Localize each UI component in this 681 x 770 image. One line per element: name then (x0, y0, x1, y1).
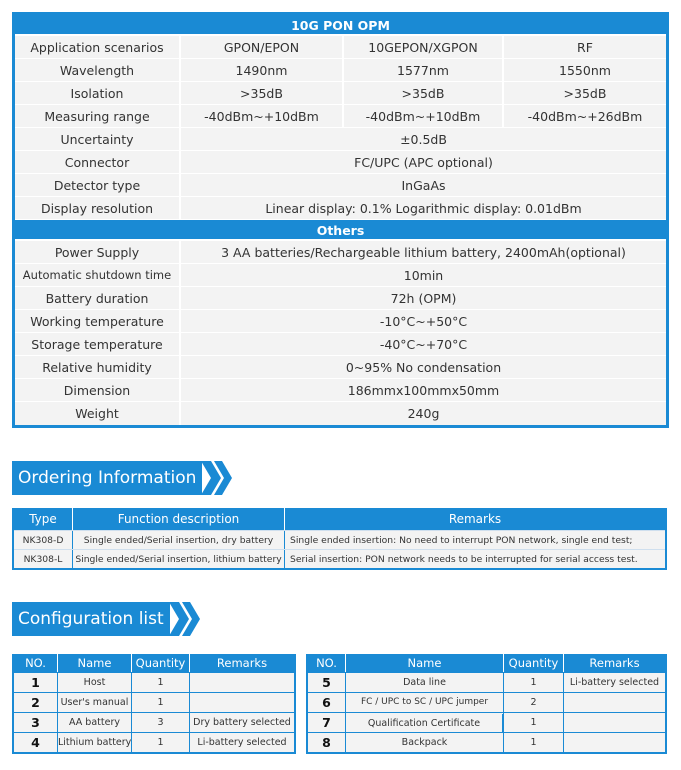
no-cell: 4 (14, 733, 58, 752)
spec-value: 3 AA batteries/Rechargeable lithium battery, 2400mAh(optional) (221, 245, 626, 260)
remarks-header: Remarks (589, 656, 640, 670)
type-cell: NK308-D (14, 531, 73, 549)
spec-value: >35dB (563, 86, 607, 101)
spec-label: Wavelength (15, 59, 181, 81)
ordering-heading-label: Ordering Information (12, 461, 202, 495)
spec-value: 72h (OPM) (390, 291, 457, 306)
quantity-cell: 1 (132, 733, 190, 752)
spec-row (15, 333, 666, 356)
spec-row (15, 356, 666, 379)
spec-label: Storage temperature (15, 333, 181, 355)
table-row (308, 732, 665, 752)
spec-value: 1490nm (181, 59, 344, 81)
spec-table (12, 12, 669, 428)
spec-value: -40dBm~+10dBm (344, 105, 504, 127)
spec-label: Isolation (15, 82, 181, 104)
remarks-header: Remarks (448, 512, 502, 526)
name-cell: Host (58, 673, 132, 692)
type-cell: NK308-L (14, 550, 73, 568)
spec-value: >35dB (181, 82, 344, 104)
spec-value: GPON/EPON (181, 36, 344, 58)
table-row (308, 672, 665, 692)
config-header-row (308, 654, 665, 672)
spec-label: Battery duration (15, 287, 181, 309)
remarks-cell (564, 733, 665, 752)
table-row (14, 549, 665, 568)
double-chevron-right-icon (201, 461, 235, 495)
spec-label: Dimension (15, 379, 181, 401)
name-header: Name (58, 654, 132, 672)
table-row (14, 692, 294, 712)
spec-row (15, 82, 666, 105)
remarks-cell: Li-battery selected (569, 677, 660, 688)
ordering-header-row (14, 508, 665, 530)
spec-value: 0~95% No condensation (345, 360, 502, 375)
ordering-table (12, 508, 667, 570)
spec-label: Working temperature (15, 310, 181, 332)
table-row (308, 712, 665, 732)
spec-value: 186mmx100mmx50mm (347, 383, 500, 398)
spec-value: FC/UPC (APC optional) (354, 155, 493, 170)
spec-row (15, 287, 666, 310)
spec-row (15, 59, 666, 82)
quantity-cell: 1 (504, 673, 564, 692)
table-row (14, 530, 665, 549)
remarks-cell (564, 693, 665, 712)
quantity-cell: 1 (504, 713, 564, 732)
config-table-left (12, 654, 296, 754)
name-cell: Lithium battery (58, 733, 132, 752)
remarks-cell: Dry battery selected (193, 717, 291, 728)
spec-row (15, 379, 666, 402)
name-header: Name (346, 654, 504, 672)
function-cell: Single ended/Serial insertion, dry battery (73, 531, 285, 549)
spec-value: -10°C~+50°C (379, 314, 468, 329)
spec-label: Display resolution (15, 197, 181, 219)
spec-label: Relative humidity (15, 356, 181, 378)
config-heading-label: Configuration list (12, 602, 170, 636)
remarks-cell: Single ended insertion: No need to interrupt PON network, single end test; (290, 535, 633, 546)
name-cell: AA battery (58, 713, 132, 732)
name-cell: FC / UPC to SC / UPC jumper (346, 693, 504, 712)
spec-value: 10GEPON/XGPON (344, 36, 504, 58)
quantity-cell: 2 (504, 693, 564, 712)
quantity-cell: 1 (132, 693, 190, 712)
no-header: NO. (14, 654, 58, 672)
spec-title: 10G PON OPM (15, 15, 666, 36)
spec-row (15, 174, 666, 197)
no-cell: 6 (308, 693, 346, 712)
config-heading (12, 602, 203, 636)
spec-label: Application scenarios (15, 36, 181, 58)
spec-label: Connector (15, 151, 181, 173)
table-row (14, 672, 294, 692)
name-cell (346, 713, 504, 732)
table-row (308, 692, 665, 712)
quantity-cell: 3 (132, 713, 190, 732)
table-row (14, 712, 294, 732)
spec-label: Detector type (15, 174, 181, 196)
remarks-cell (564, 713, 665, 732)
quantity-header: Quantity (132, 654, 190, 672)
quantity-cell: 1 (132, 673, 190, 692)
spec-value: 240g (407, 406, 440, 421)
spec-label: Uncertainty (15, 128, 181, 150)
remarks-header: Remarks (216, 656, 268, 670)
spec-value: >35dB (344, 82, 504, 104)
spec-row (15, 151, 666, 174)
config-header-row (14, 654, 294, 672)
table-row (14, 732, 294, 752)
name-line: Qualification Certificate (346, 714, 503, 732)
no-cell: 8 (308, 733, 346, 752)
remarks-cell (190, 673, 294, 692)
config-table-right (306, 654, 667, 754)
no-cell: 2 (14, 693, 58, 712)
remarks-cell (190, 693, 294, 712)
spec-row (15, 264, 666, 287)
no-cell: 3 (14, 713, 58, 732)
spec-row (15, 197, 666, 220)
no-cell: 1 (14, 673, 58, 692)
spec-row (15, 128, 666, 151)
others-title: Others (15, 220, 666, 241)
no-header: NO. (308, 654, 346, 672)
spec-label: Automatic shutdown time (15, 264, 181, 286)
spec-label: Measuring range (15, 105, 181, 127)
name-cell: Backpack (346, 733, 504, 752)
remarks-cell: Serial insertion: PON network needs to be interrupted for serial access test. (290, 554, 638, 565)
no-cell: 5 (308, 673, 346, 692)
spec-row (15, 402, 666, 425)
spec-row (15, 310, 666, 333)
function-cell: Single ended/Serial insertion, lithium battery (73, 550, 285, 568)
quantity-cell: 1 (504, 733, 564, 752)
remarks-cell: Li-battery selected (197, 737, 287, 748)
spec-value: -40dBm~+26dBm (527, 109, 643, 124)
name-cell: Data line (346, 673, 504, 692)
spec-value: Linear display: 0.1% Logarithmic display: 0.01dBm (265, 201, 582, 216)
spec-value: -40dBm~+10dBm (181, 105, 344, 127)
spec-value: ±0.5dB (400, 132, 447, 147)
double-chevron-right-icon (169, 602, 203, 636)
quantity-header: Quantity (504, 654, 564, 672)
spec-value: RF (577, 40, 593, 55)
spec-value: 10min (403, 268, 444, 283)
spec-row (15, 105, 666, 128)
spec-label: Power Supply (15, 241, 181, 263)
function-header: Function description (73, 508, 285, 530)
spec-value: 1577nm (344, 59, 504, 81)
name-cell: User's manual (58, 693, 132, 712)
ordering-heading (12, 461, 235, 495)
spec-label: Weight (15, 402, 181, 425)
spec-value: 1550nm (559, 63, 611, 78)
spec-value: InGaAs (401, 178, 446, 193)
type-header: Type (14, 508, 73, 530)
spec-row (15, 241, 666, 264)
no-cell: 7 (308, 713, 346, 732)
spec-value: -40°C~+70°C (379, 337, 468, 352)
spec-row (15, 36, 666, 59)
